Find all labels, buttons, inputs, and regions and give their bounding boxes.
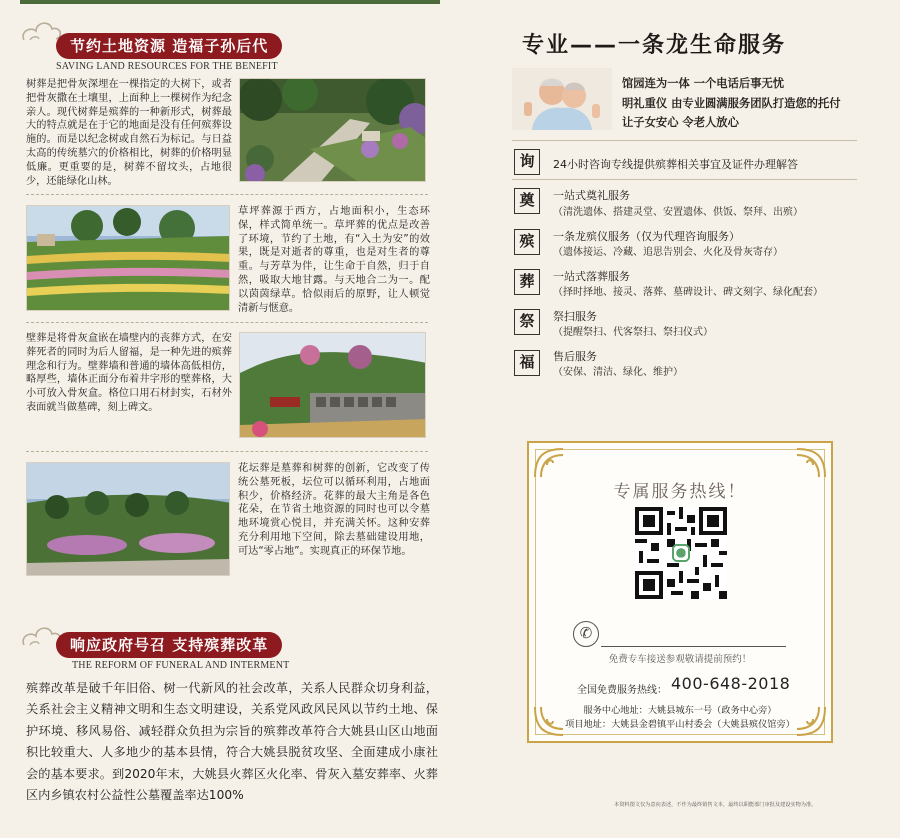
- promo-lines: [622, 74, 841, 133]
- hotline-card: [527, 441, 833, 743]
- lawn-burial-text: 草坪葬源于西方，占地面积小，生态环保，样式简单统一。草坪葬的优点是改善了环境，节约了土地，有“入土为安”的效果，既是对逝者的尊重，也是对生者的尊重。与芳草为伴，让生命于自然，归于自然，吸取大地甘露。与天地合二为一。配以茵茵绿草。恰似雨后的原野，让人顿觉清新与惬意。: [238, 206, 430, 314]
- divider: [26, 322, 428, 323]
- section2-subtitle: THE REFORM OF FUNERAL AND INTERMENT: [72, 660, 290, 671]
- memorial-badge: 奠: [514, 188, 540, 214]
- memorial-title: 一站式奠礼服务: [553, 189, 630, 202]
- phone-underline: [601, 646, 786, 647]
- funeral-badge: 殡: [514, 229, 540, 255]
- aftersale-title: 售后服务: [553, 350, 597, 363]
- service-divider: [512, 140, 857, 141]
- disclaimer-footnote: 本资料图文仅为意向表述，不作为最终销售文本，最终以职能部门审批及建设实物为准。: [614, 802, 817, 808]
- project-address: 项目地址：大姚县金碧镇平山村委会（大姚县殡仪馆旁）: [565, 719, 795, 730]
- divider: [26, 194, 428, 195]
- wall-burial-text: 壁葬是将骨灰盒嵌在墙壁内的丧葬方式，在安葬死者的同时为后人留福，是一种先进的殡葬理念和行为。壁葬墙和普通的墙体高低相仿，略厚些，墙体正面分布着井字形的壁葬格，大小可放入骨灰盒。格位口用石材封实，石材外表面就当做墓碑，刻上碑文。: [26, 333, 232, 413]
- corner-ornament-icon: [533, 447, 567, 481]
- service-divider: [512, 179, 857, 180]
- sweep-detail: （提醒祭扫、代客祭扫、祭扫仪式）: [553, 327, 713, 338]
- qr-code-icon[interactable]: [635, 507, 727, 599]
- phone-icon: ✆: [573, 621, 599, 647]
- sweep-title: 祭扫服务: [553, 310, 597, 323]
- hotline-title: 专属服务热线！: [613, 482, 747, 502]
- section1-banner: 节约土地资源 造福子孙后代: [56, 33, 282, 59]
- consult-title: 24小时咨询专线提供殡葬相关事宜及证件办理解答: [553, 158, 798, 171]
- elderly-couple-photo: [512, 68, 612, 130]
- service-center-address: 服务中心地址：大姚县城东一号（政务中心旁）: [583, 705, 777, 716]
- burial-detail: （择时择地、接灵、落葬、墓碑设计、碑文刻字、绿化配套）: [553, 287, 823, 298]
- service-heading: 专业——一条龙生命服务: [522, 33, 787, 58]
- flower-burial-text: 花坛葬是墓葬和树葬的创新，它改变了传统公墓死板，坛位可以循环利用，占地面积少，价格经济。花葬的最大主角是各色花朵，在节省土地资源的同时也可以令墓地环境赏心悦目，并充满关怀。这种安葬充分利用地下空间，除去墓础建设用地，可达“零占地”。实现真正的环保节地。: [238, 463, 430, 557]
- hotline-label: 全国免费服务热线：: [577, 685, 667, 696]
- wall-burial-photo: [239, 332, 426, 438]
- hotline-number[interactable]: 400-648-2018: [671, 674, 791, 693]
- left-column: [0, 0, 440, 838]
- aftersale-detail: （安保、清洁、绿化、维护）: [553, 367, 683, 378]
- sweep-badge: 祭: [514, 309, 540, 335]
- lawn-burial-photo: [26, 205, 230, 311]
- funeral-detail: （遗体接运、冷藏、追思告别会、火化及骨灰寄存）: [553, 247, 783, 258]
- top-photo-strip: [20, 0, 440, 4]
- corner-ornament-icon: [793, 447, 827, 481]
- divider: [26, 451, 428, 452]
- promo-line: 馆园连为一体 一个电话后事无忧: [622, 77, 785, 90]
- section2-banner: 响应政府号召 支持殡葬改革: [56, 632, 282, 658]
- aftersale-badge: 福: [514, 350, 540, 376]
- consult-badge: 询: [514, 149, 540, 175]
- memorial-detail: （清洗遗体、搭建灵堂、安置遗体、供饭、祭拜、出殡）: [553, 207, 803, 218]
- section1-subtitle: SAVING LAND RESOURCES FOR THE BENEFIT: [56, 61, 278, 72]
- pickup-note: 免费专车接送参观敬请提前预约！: [608, 654, 752, 665]
- tree-burial-text: 树葬是把骨灰深埋在一棵指定的大树下，或者把骨灰撒在土壤里，上面种上一棵树作为纪念亲人。现代树葬是殡葬的一种新形式，树葬最大的特点就是在于它的地面是没有任何殡葬设施的。而是以纪念树或自然石为标记。与日益太高的传统墓穴的价格相比，树葬的价格明显低廉。更重要的是，树葬不留坟头，占地很少，还能绿化山林。: [26, 79, 232, 187]
- burial-title: 一站式落葬服务: [553, 270, 630, 283]
- tree-burial-photo: [239, 78, 426, 182]
- promo-line: 明礼重仪 由专业圆满服务团队打造您的托付: [622, 96, 841, 110]
- reform-text: 殡葬改革是破千年旧俗、树一代新风的社会改革，关系人民群众切身利益，关系社会主义精神文明和生态文明建设，关系党风政风民风以节约土地、保护环境、移风易俗、减轻群众负担为宗旨的殡葬改革符合大姚县山区山地面积比较重大、人多地少的基本县情，符合大姚县脱贫攻坚、全面建成小康社会的基本要求。到2020年末，大姚县火葬区火化率、骨灰入墓安葬率、火葬区内乡镇农村公益性公墓覆盖率达100%: [26, 681, 438, 803]
- promo-line: 让子女安心 令老人放心: [622, 116, 739, 129]
- flower-burial-photo: [26, 462, 230, 576]
- burial-badge: 葬: [514, 269, 540, 295]
- funeral-title: 一条龙殡仪服务（仅为代理咨询服务）: [553, 230, 740, 243]
